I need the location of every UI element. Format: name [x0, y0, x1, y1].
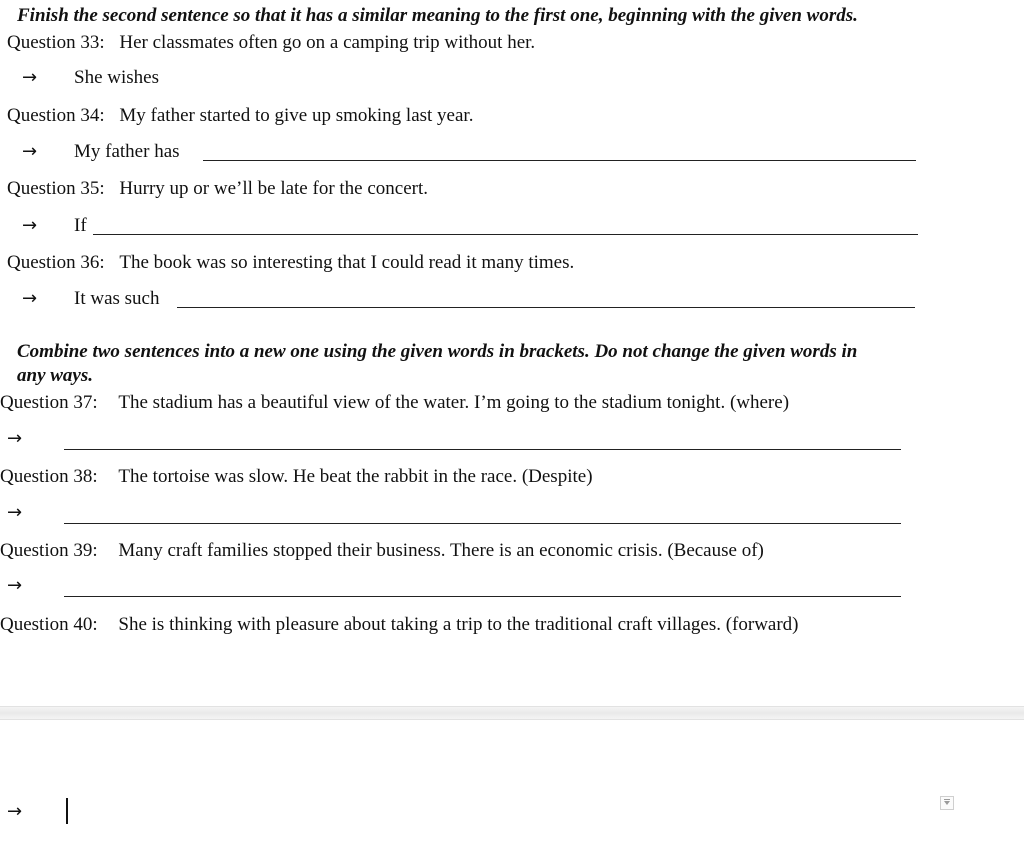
answer-lead-words: She wishes	[74, 67, 159, 88]
question-40	[0, 613, 799, 637]
question-text: Her classmates often go on a camping trip without her.	[119, 32, 536, 53]
section2-instruction-line1: Combine two sentences into a new one using the given words in brackets. Do not change the given words in	[17, 341, 858, 362]
question-35	[7, 177, 428, 201]
answer-blank-line[interactable]	[64, 596, 901, 597]
question-33	[7, 31, 535, 55]
answer-arrow-icon: →	[7, 502, 23, 523]
question-34	[7, 104, 473, 128]
question-text: Hurry up or we’ll be late for the concert.	[119, 178, 429, 199]
question-label: Question 38:	[0, 466, 98, 487]
question-label: Question 39:	[0, 540, 98, 561]
answer-arrow-icon: →	[22, 67, 38, 88]
answer-blank-line[interactable]	[93, 234, 918, 235]
question-text: The book was so interesting that I could read it many times.	[119, 252, 575, 273]
answer-blank-line[interactable]	[64, 523, 901, 524]
text-cursor-icon[interactable]	[66, 798, 68, 824]
answer-lead-words: My father has	[74, 141, 180, 162]
question-text: The tortoise was slow. He beat the rabbit in the race. (Despite)	[118, 466, 593, 487]
answer-blank-line[interactable]	[203, 160, 916, 161]
answer-arrow-icon: →	[22, 288, 38, 309]
question-38	[0, 465, 593, 489]
answer-lead-words: It was such	[74, 288, 160, 309]
answer-blank-line[interactable]	[64, 449, 901, 450]
answer-arrow-icon: →	[22, 215, 38, 236]
answer-arrow-icon: →	[7, 428, 23, 449]
question-label: Question 40:	[0, 614, 98, 635]
question-text: Many craft families stopped their business. There is an economic crisis. (Because of)	[118, 540, 764, 561]
answer-arrow-icon: →	[7, 575, 23, 596]
answer-blank-line[interactable]	[177, 307, 915, 308]
question-text: She is thinking with pleasure about taking a trip to the traditional craft villages. (forward)	[118, 614, 799, 635]
question-39	[0, 539, 764, 563]
question-text: My father started to give up smoking last year.	[119, 105, 474, 126]
section1-instruction: Finish the second sentence so that it has a similar meaning to the first one, beginning with the given words.	[17, 5, 858, 26]
question-text: The stadium has a beautiful view of the water. I’m going to the stadium tonight. (where)	[118, 392, 790, 413]
question-36	[7, 251, 574, 275]
page-break-band	[0, 706, 1024, 720]
section2-instruction-line2: any ways.	[17, 365, 93, 386]
dropdown-toggle-icon[interactable]	[940, 796, 954, 810]
question-37	[0, 391, 789, 415]
answer-arrow-icon: →	[22, 141, 38, 162]
answer-lead-words: If	[74, 215, 87, 236]
answer-arrow-icon: →	[7, 801, 23, 822]
question-label: Question 36:	[7, 252, 105, 273]
question-label: Question 33:	[7, 32, 105, 53]
question-label: Question 34:	[7, 105, 105, 126]
question-label: Question 37:	[0, 392, 98, 413]
question-label: Question 35:	[7, 178, 105, 199]
